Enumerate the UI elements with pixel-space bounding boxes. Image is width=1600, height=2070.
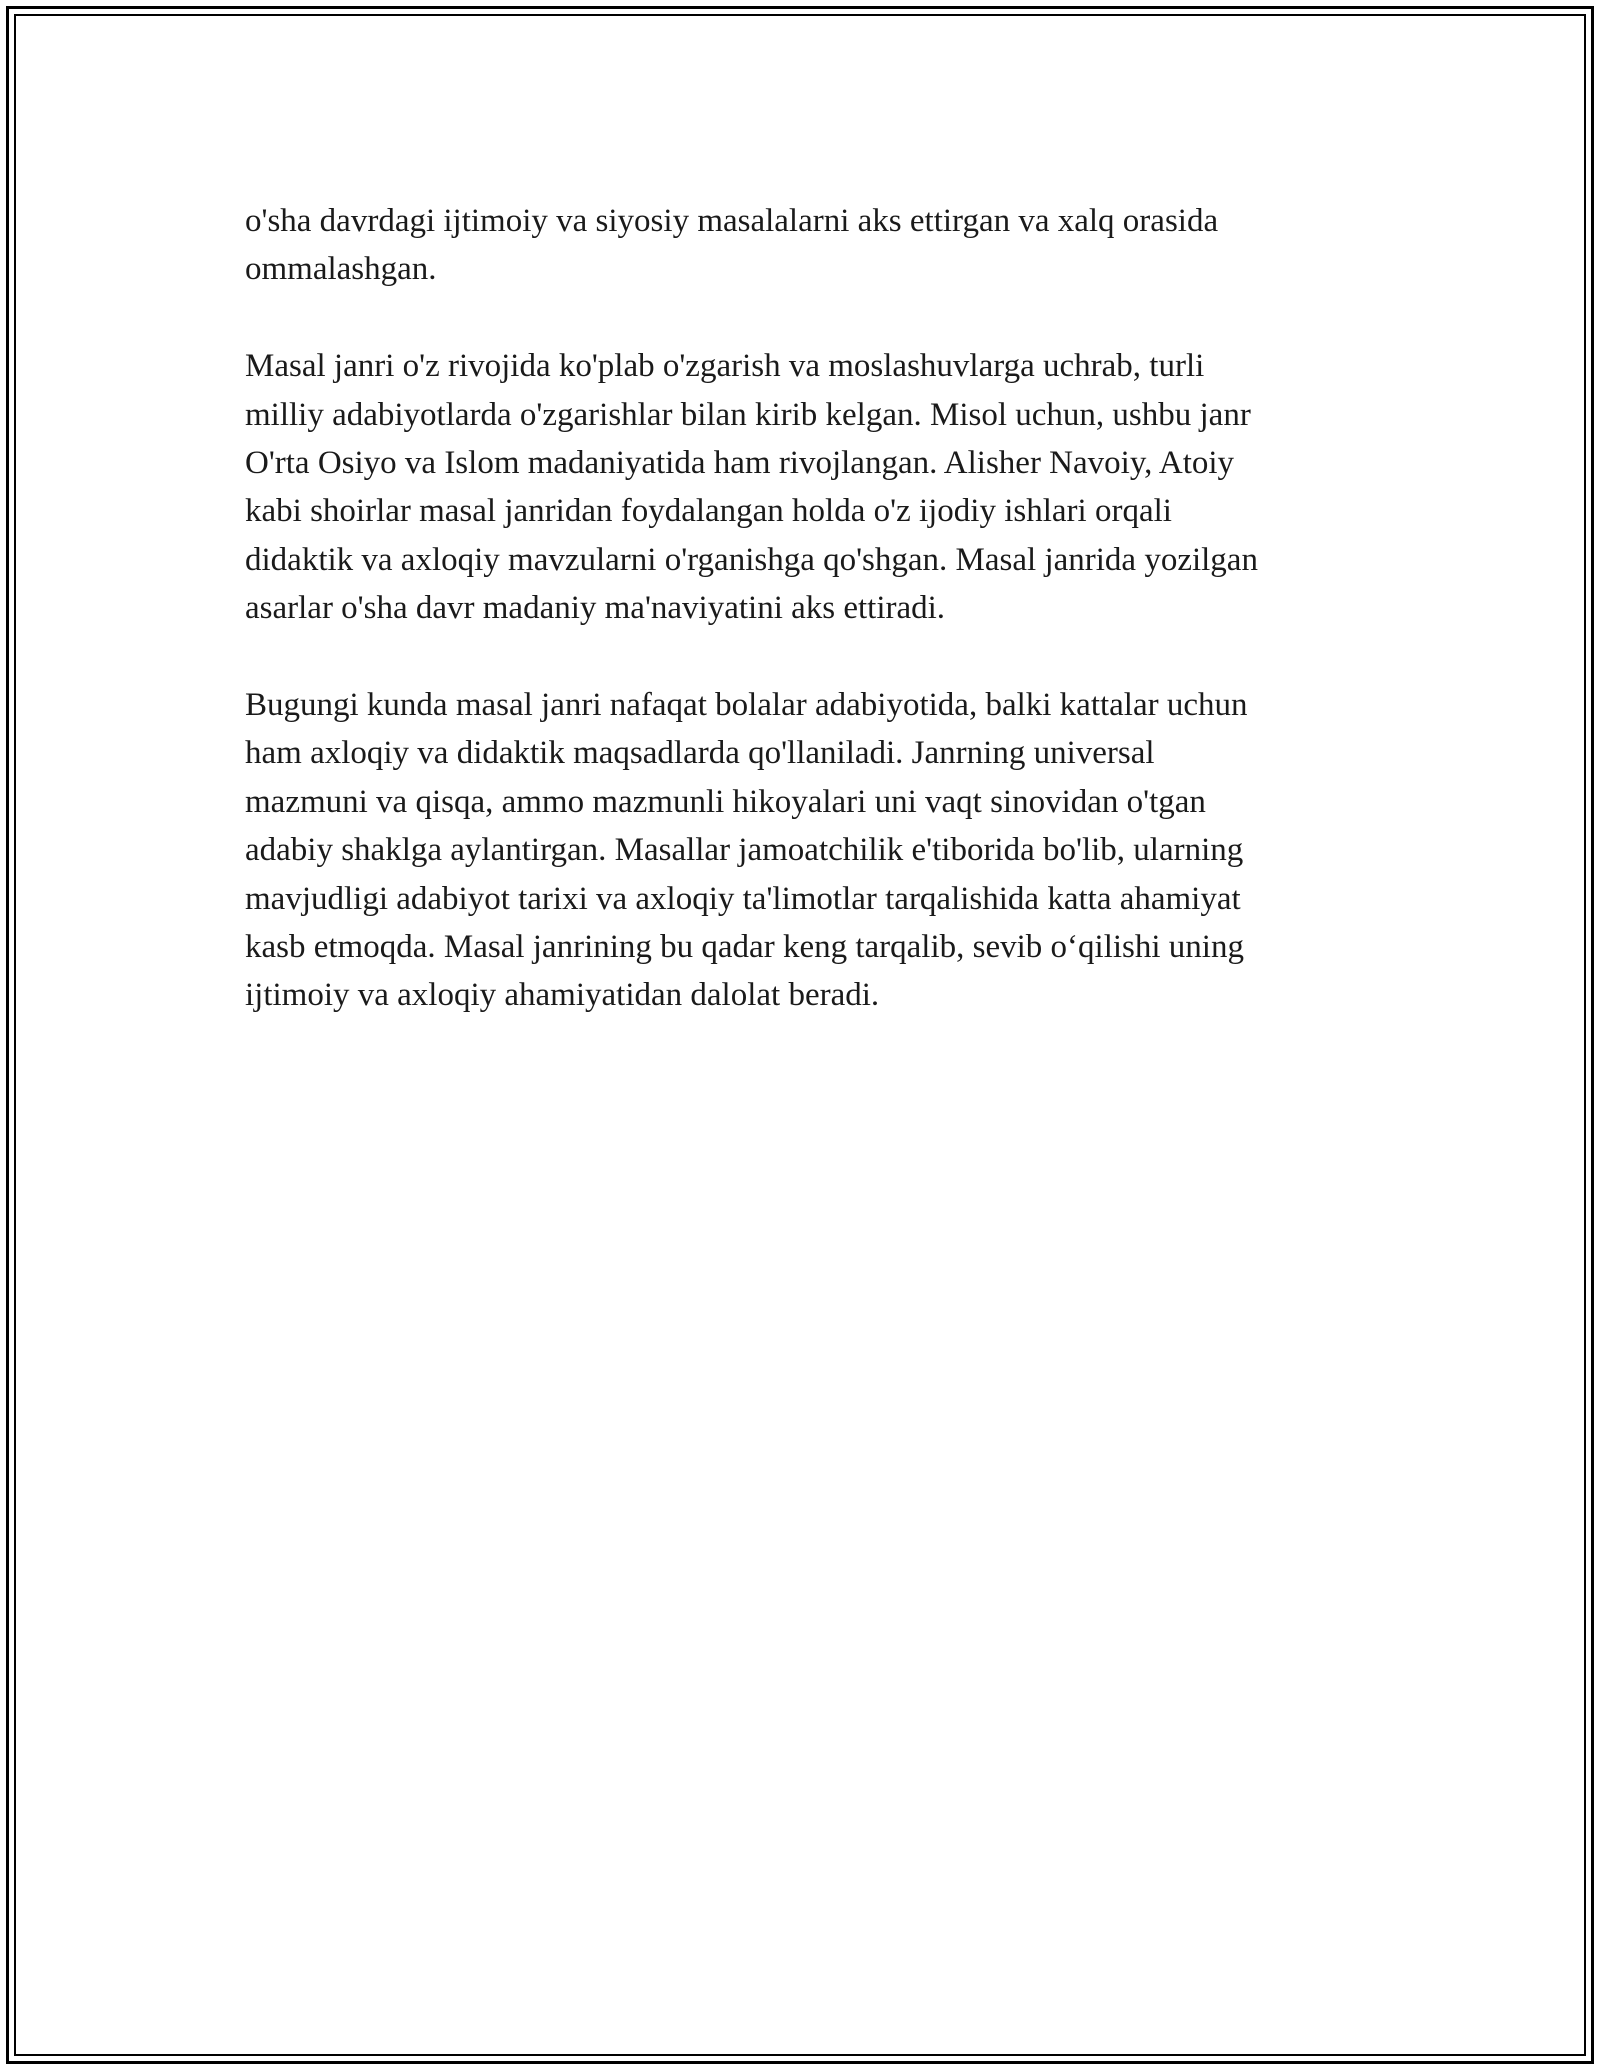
text-line: ommalashgan. <box>245 251 437 288</box>
text-line: o'sha davrdagi ijtimoiy va siyosiy masalalarni aks ettirgan va xalq orasida <box>245 203 1219 239</box>
text-line: kasb etmoqda. Masal janrining bu qadar keng tarqalib, sevib o‘qilishi uning <box>245 929 1244 966</box>
text-line: kabi shoirlar masal janridan foydalangan holda o'z ijodiy ishlari orqali <box>245 493 1172 530</box>
text-line: ham axloqiy va didaktik maqsadlarda qo'llaniladi. Janrning universal <box>245 735 1155 772</box>
text-line: mavjudligi adabiyot tarixi va axloqiy ta'limotlar tarqalishida katta ahamiyat <box>245 880 1241 917</box>
text-line: asarlar o'sha davr madaniy ma'naviyatini aks ettiradi. <box>245 590 946 627</box>
text-line: mazmuni va qisqa, ammo mazmunli hikoyalari uni vaqt sinovidan o'tgan <box>245 783 1206 820</box>
text-line: Bugungi kunda masal janri nafaqat bolalar adabiyotida, balki kattalar uchun <box>245 687 1248 724</box>
text-line: ijtimoiy va axloqiy ahamiyatidan dalolat beradi. <box>245 977 880 1014</box>
text-line: Masal janri o'z rivojida ko'plab o'zgarish va moslashuvlarga uchrab, turli <box>245 348 1205 385</box>
document-body <box>245 197 1395 1068</box>
paragraph-2 <box>245 342 1395 632</box>
text-line: milliy adabiyotlarda o'zgarishlar bilan kirib kelgan. Misol uchun, ushbu janr <box>245 396 1251 433</box>
paragraph-1 <box>245 197 1395 294</box>
text-line: adabiy shaklga aylantirgan. Masallar jamoatchilik e'tiborida bo'lib, ularning <box>245 832 1244 869</box>
paragraph-3 <box>245 681 1395 1020</box>
text-line: didaktik va axloqiy mavzularni o'rganishga qo'shgan. Masal janrida yozilgan <box>245 541 1258 578</box>
text-line: O'rta Osiyo va Islom madaniyatida ham rivojlangan. Alisher Navoiy, Atoiy <box>245 445 1235 482</box>
page-frame <box>6 6 1594 2064</box>
